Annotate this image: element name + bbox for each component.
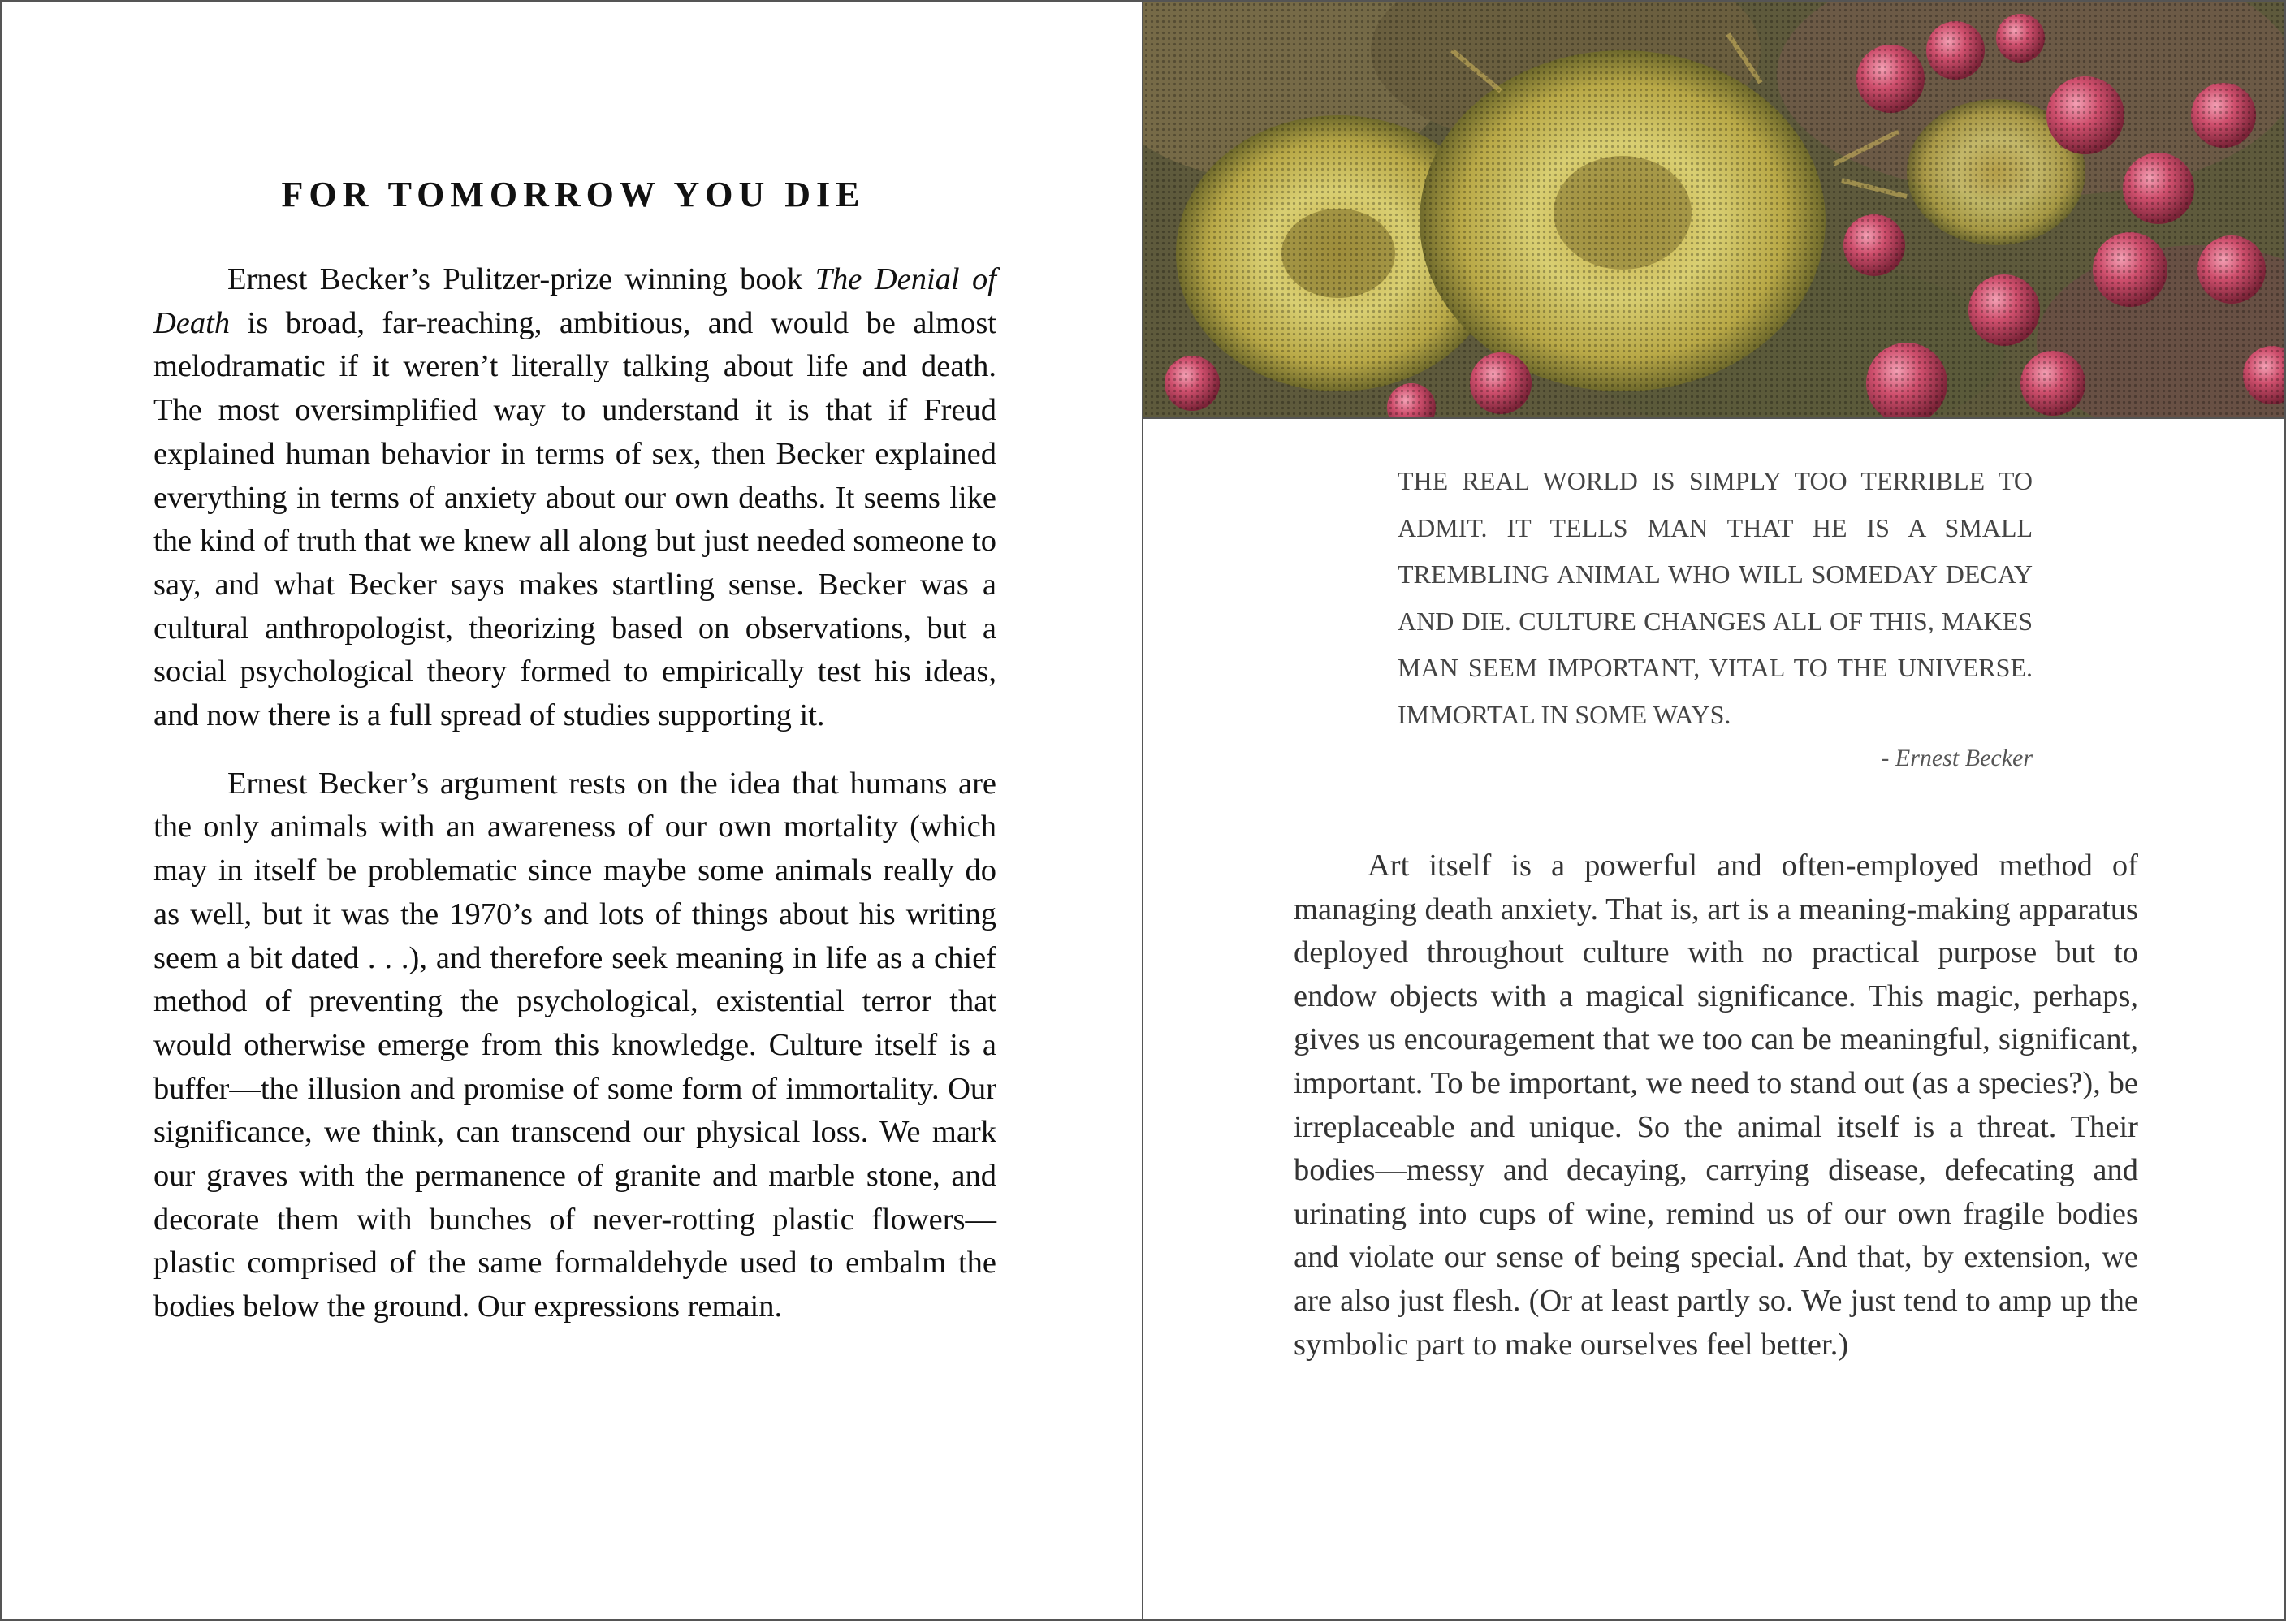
left-body-text	[153, 258, 996, 1354]
quote-attribution: - Ernest Becker	[1881, 745, 2033, 771]
right-page	[1142, 0, 2286, 1621]
flower-photo	[1143, 2, 2284, 419]
pull-quote	[1398, 458, 2033, 772]
chapter-title: FOR TOMORROW YOU DIE	[281, 175, 866, 214]
quote-text: THE REAL WORLD IS SIMPLY TOO TERRIBLE TO ADMIT. IT TELLS MAN THAT HE IS A SMALL TREMBLING ANIMAL WHO WILL SOMEDAY DECAY AND DIE. CULTURE CHANGES ALL OF THIS, MAKES MAN SEEM IMPORTANT, VITAL TO THE UNIVERSE. IMMORTAL IN SOME WAYS.	[1398, 466, 2033, 729]
left-paragraph-2: Ernest Becker’s argument rests on the idea that humans are the only animals with an awareness of our own mortality (which may in itself be problematic since maybe some animals really do as well, but it was the 1970’s and lots of things about his writing seem a bit dated . . .), and therefore seek meaning in life as a chief method of preventing the psychological, existential terror that would otherwise emerge from this knowledge. Culture itself is a buffer—the illusion and promise of some form of immortality. Our significance, we think, can transcend our physical loss. We mark our graves with the permanence of granite and marble stone, and decorate them with bunches of never-rotting plastic flowers—plastic comprised of the same formaldehyde used to embalm the bodies below the ground. Our expressions remain.	[153, 766, 996, 1324]
left-page	[0, 0, 1143, 1621]
left-paragraph-1: Ernest Becker’s Pulitzer-prize winning book The Denial of Death is broad, far-reaching, ambitious, and would be almost melodramatic if it weren’t literally talking about life and death. The most oversimplified way to understand it is that if Freud explained human behavior in terms of sex, then Becker explained everything in terms of anxiety about our own deaths. It seems like the kind of truth that we knew all along but just needed someone to say, and what Becker says makes startling sense. Becker was a cultural anthropologist, theorizing based on observations, but a social psychological theory formed to empirically test his ideas, and now there is a full spread of studies supporting it.	[153, 262, 997, 733]
right-paragraph: Art itself is a powerful and often-employed method of managing death anxiety. That is, art is a meaning-making apparatus deployed throughout culture with no practical purpose but to endow objects with a magical significance. This magic, perhaps, gives us encouragement that we too can be meaningful, significant, important. To be important, we need to stand out (as a species?), be irreplaceable and unique. So the animal itself is a threat. Their bodies—messy and decaying, carrying disease, defecating and urinating into cups of wine, remind us of our own fragile bodies and violate our sense of being special. And that, by extension, we are also just flesh. (Or at least partly so. We just tend to amp up the symbolic part to make ourselves feel better.)	[1294, 849, 2138, 1362]
right-body-text	[1294, 844, 2138, 1367]
book-title: The Denial of Death	[153, 262, 997, 340]
